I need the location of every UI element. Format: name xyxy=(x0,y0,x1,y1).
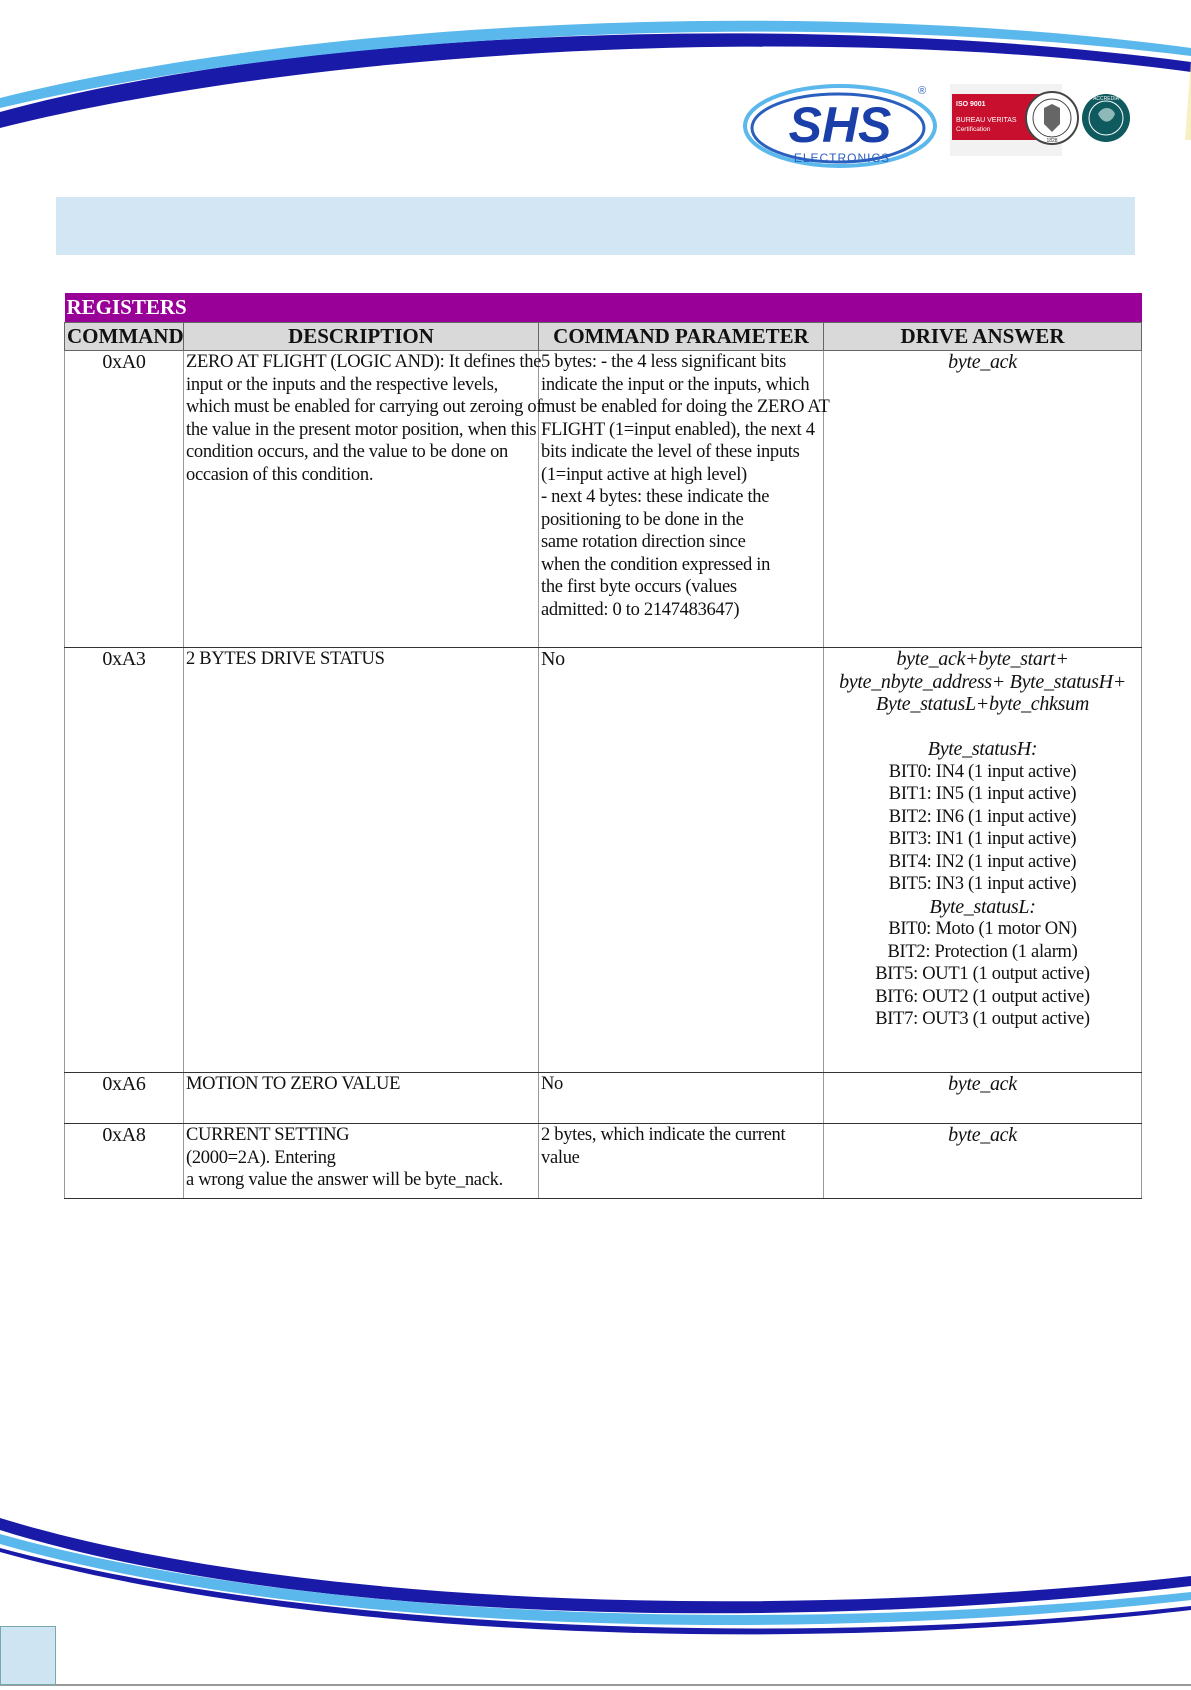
status-l-bit: BIT5: OUT1 (1 output active) xyxy=(875,964,1090,984)
parameter-line: 2 bytes, which indicate the current xyxy=(541,1125,786,1145)
description-line: (2000=2A). Entering xyxy=(186,1147,336,1168)
status-l-bit: BIT6: OUT2 (1 output active) xyxy=(875,986,1090,1007)
certification-label: Certification xyxy=(956,126,991,133)
description-cell xyxy=(184,1124,539,1199)
certification-badge xyxy=(940,78,1132,158)
status-h-label: Byte_statusH: xyxy=(927,738,1038,760)
description-line: CURRENT SETTING xyxy=(186,1125,350,1145)
parameter-line: same rotation direction since xyxy=(541,532,746,552)
shs-electronics-logo xyxy=(740,78,940,176)
description-line: condition occurs, and the value to be done on xyxy=(186,442,508,462)
status-h-bit: BIT5: IN3 (1 input active) xyxy=(888,874,1077,894)
command-code: 0xA6 xyxy=(65,1073,184,1124)
parameter-line: admitted: 0 to 2147483647) xyxy=(541,599,740,620)
command-code: 0xA0 xyxy=(65,351,184,648)
table-row xyxy=(65,648,1142,1073)
status-h-bit: BIT4: IN2 (1 input active) xyxy=(888,851,1077,872)
table-header-row xyxy=(65,323,1142,351)
command-code: 0xA8 xyxy=(65,1124,184,1199)
description-line: which must be enabled for carrying out zeroing of xyxy=(186,397,543,417)
answer-cell xyxy=(824,1124,1142,1199)
description-line: a wrong value the answer will be byte_nack. xyxy=(186,1170,503,1190)
status-h-bit: BIT3: IN1 (1 input active) xyxy=(888,829,1077,849)
parameter-line: (1=input active at high level) xyxy=(541,464,747,485)
parameter-cell xyxy=(539,648,824,1073)
table-row xyxy=(65,351,1142,648)
description-cell xyxy=(184,1073,539,1124)
table-title: REGISTERS xyxy=(65,293,1142,323)
description-line: ZERO AT FLIGHT (LOGIC AND): It defines the xyxy=(186,352,542,372)
answer-cell xyxy=(824,648,1142,1073)
header-command-parameter: COMMAND PARAMETER xyxy=(539,323,824,351)
accredia-label: ACCREDIA xyxy=(1093,96,1119,102)
answer-cell xyxy=(824,1073,1142,1124)
status-l-label: Byte_statusL: xyxy=(929,895,1036,918)
logo-brand: SHS xyxy=(788,97,892,153)
description-cell xyxy=(184,351,543,648)
status-l-bit: BIT0: Moto (1 motor ON) xyxy=(888,919,1077,939)
description-cell xyxy=(184,648,539,1073)
status-l-bit: BIT2: Protection (1 alarm) xyxy=(887,941,1078,962)
command-code: 0xA3 xyxy=(65,648,184,1073)
answer-cell xyxy=(824,351,1142,648)
logo-subtitle: ELECTRONICS xyxy=(793,151,891,165)
description-line: 2 BYTES DRIVE STATUS xyxy=(186,649,385,669)
parameter-line: the first byte occurs (values xyxy=(541,577,737,597)
parameter-cell xyxy=(539,1073,824,1124)
parameter-line: positioning to be done in the xyxy=(541,509,744,530)
header-drive-answer: DRIVE ANSWER xyxy=(824,323,1142,351)
registers-table xyxy=(64,293,1142,1199)
parameter-line: when the condition expressed in xyxy=(541,554,771,575)
parameter-line: 5 bytes: - the 4 less significant bits xyxy=(541,352,786,372)
description-line: the value in the present motor position, when this xyxy=(186,419,537,440)
answer-text: byte_ack xyxy=(948,1073,1017,1095)
parameter-line: FLIGHT (1=input enabled), the next 4 xyxy=(541,419,815,440)
description-line: input or the inputs and the respective levels, xyxy=(186,374,498,395)
page-number-box xyxy=(0,1626,56,1685)
parameter-line: bits indicate the level of these inputs xyxy=(541,442,800,462)
parameter-line: No xyxy=(541,648,565,670)
footer-swoosh xyxy=(0,1500,1191,1690)
answer-line: byte_ack+byte_start+ xyxy=(896,648,1069,670)
table-row xyxy=(65,1124,1142,1199)
table-title-row xyxy=(65,293,1142,323)
parameter-cell xyxy=(539,351,830,648)
answer-text: byte_ack xyxy=(948,1124,1017,1146)
bureau-label: BUREAU VERITAS xyxy=(956,117,1017,124)
header-command: COMMAND xyxy=(65,323,184,351)
iso-label: ISO 9001 xyxy=(956,101,986,108)
parameter-line: indicate the input or the inputs, which xyxy=(541,374,810,395)
status-l-bit: BIT7: OUT3 (1 output active) xyxy=(875,1009,1090,1029)
parameter-line: No xyxy=(541,1074,564,1094)
registered-mark: ® xyxy=(918,85,927,97)
section-banner xyxy=(56,197,1135,255)
header-description: DESCRIPTION xyxy=(184,323,539,351)
answer-text: byte_ack xyxy=(948,351,1017,373)
table-row xyxy=(65,1073,1142,1124)
parameter-line: value xyxy=(541,1147,580,1168)
status-h-bit: BIT0: IN4 (1 input active) xyxy=(888,761,1077,782)
answer-line: Byte_statusL+byte_chksum xyxy=(876,693,1089,715)
status-h-bit: BIT1: IN5 (1 input active) xyxy=(888,784,1077,804)
answer-spacer xyxy=(826,716,1139,739)
parameter-cell xyxy=(539,1124,824,1199)
status-h-bit: BIT2: IN6 (1 input active) xyxy=(888,806,1077,827)
parameter-line: - next 4 bytes: these indicate the xyxy=(541,487,770,507)
parameter-line: must be enabled for doing the ZERO AT xyxy=(541,397,830,417)
description-line: occasion of this condition. xyxy=(186,464,374,485)
answer-line: byte_nbyte_address+ Byte_statusH+ xyxy=(839,670,1126,693)
description-line: MOTION TO ZERO VALUE xyxy=(186,1074,401,1094)
seal-year: 1828 xyxy=(1046,138,1058,144)
